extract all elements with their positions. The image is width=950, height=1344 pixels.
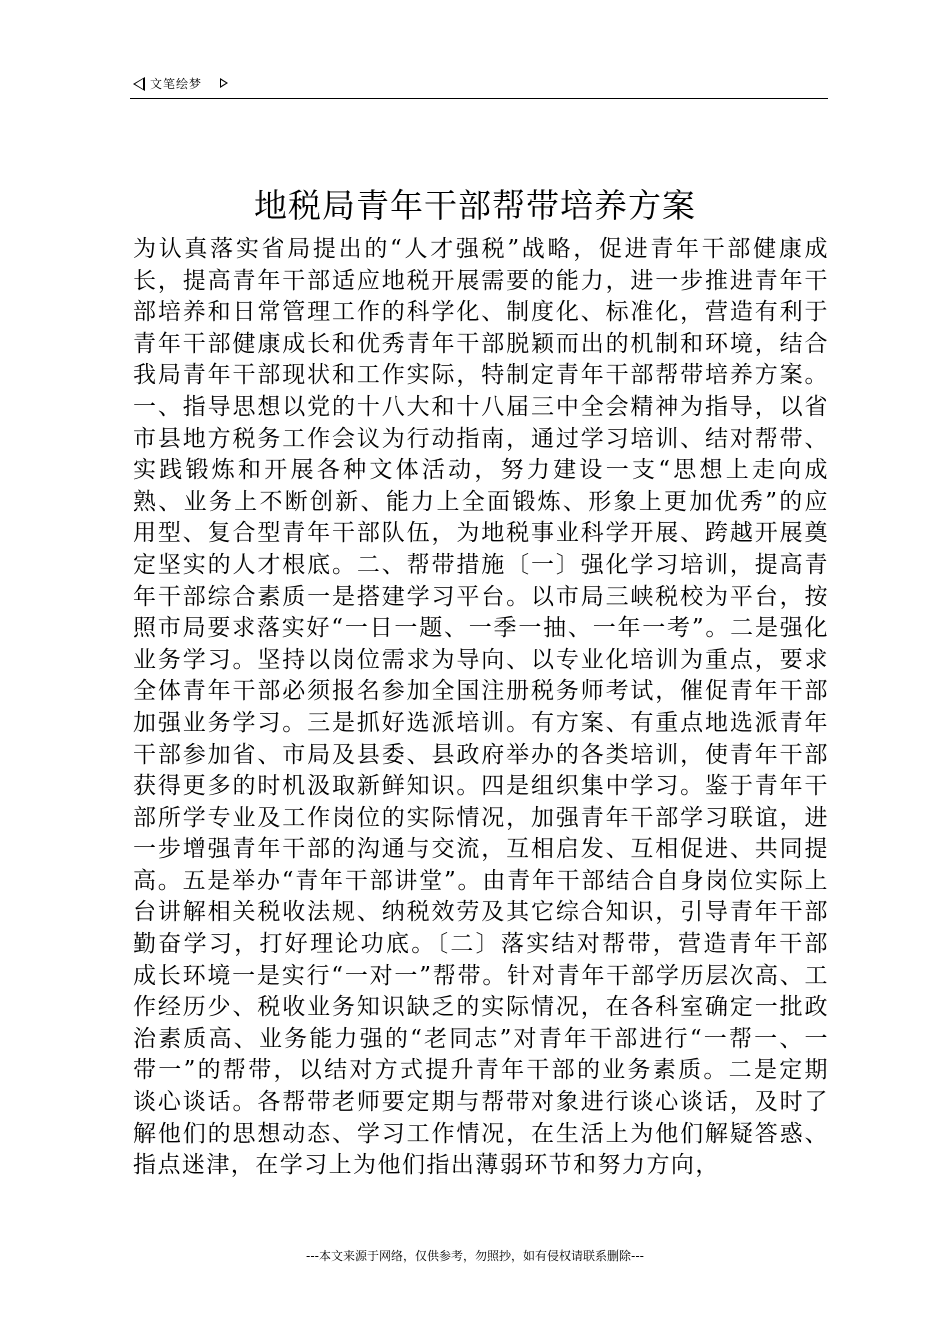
triangle-left-icon <box>133 77 145 91</box>
document-title: 地税局青年干部帮带培养方案 <box>254 186 696 225</box>
document-body: 为认真落实省局提出的“人才强税”战略，促进青年干部健康成长，提高青年干部适应地税开展需要的能力，进一步推进青年干部培养和日常管理工作的科学化、制度化、标准化，营造有利于青年干部健康成长和优秀青年干部脱颖而出的机制和环境，结合我局青年干部现状和工作实际，特制定青年干部帮带培养方案。一、指导思想以党的十八大和十八届三中全会精神为指导，以省市县地方税务工作会议为行动指南，通过学习培训、结对帮带、实践锻炼和开展各种文体活动，努力建设一支“思想上走向成熟、业务上不断创新、能力上全面锻炼、形象上更加优秀”的应用型、复合型青年干部队伍，为地税事业科学开展、跨越开展奠定坚实的人才根底。二、帮带措施〔一〕强化学习培训，提高青年干部综合素质一是搭建学习平台。以市局三峡税校为平台，按照市局要求落实好“一日一题、一季一抽、一年一考”。二是强化业务学习。坚持以岗位需求为导向、以专业化培训为重点，要求全体青年干部必须报名参加全国注册税务师考试，催促青年干部加强业务学习。三是抓好选派培训。有方案、有重点地选派青年干部参加省、市局及县委、县政府举办的各类培训，使青年干部获得更多的时机汲取新鲜知识。四是组织集中学习。鉴于青年干部所学专业及工作岗位的实际情况，加强青年干部学习联谊，进一步增强青年干部的沟通与交流，互相启发、互相促进、共同提高。五是举办“青年干部讲堂”。由青年干部结合自身岗位实际上台讲解相关税收法规、纳税效劳及其它综合知识，引导青年干部勤奋学习，打好理论功底。〔二〕落实结对帮带，营造青年干部成长环境一是实行“一对一”帮带。针对青年干部学历层次高、工作经历少、税收业务知识缺乏的实际情况，在各科室确定一批政治素质高、业务能力强的“老同志”对青年干部进行“一帮一、一带一”的帮带，以结对方式提升青年干部的业务素质。二是定期谈心谈话。各帮带老师要定期与帮带对象进行谈心谈话，及时了解他们的思想动态、学习工作情况，在生活上为他们解疑答惑、指点迷津，在学习上为他们指出薄弱环节和努力方向， <box>133 236 829 1179</box>
footer-disclaimer: ---本文来源于网络，仅供参考，勿照抄，如有侵权请联系删除--- <box>306 1249 644 1263</box>
header-brand: 文笔绘梦 <box>150 77 203 91</box>
page-header <box>130 70 828 99</box>
triangle-right-icon <box>220 78 228 88</box>
